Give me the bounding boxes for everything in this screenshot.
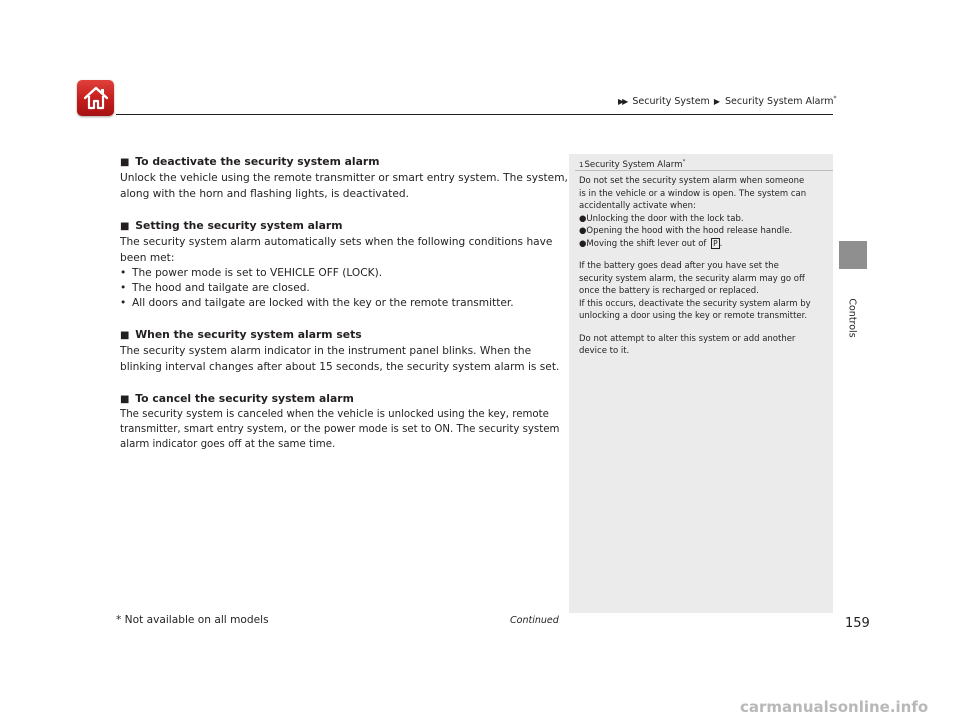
bullet-icon: •	[120, 297, 127, 309]
breadcrumb-asterisk: *	[833, 95, 837, 102]
paragraph-line: The security system alarm automatically sets when the following conditions have	[120, 236, 553, 248]
sidebar-list-text: Moving the shift lever out of	[586, 238, 707, 249]
list-item	[120, 296, 552, 311]
sidebar-line: accidentally activate when:	[579, 201, 696, 211]
header-divider	[116, 114, 833, 115]
chapter-tab[interactable]	[839, 241, 867, 269]
sidebar-list-item	[579, 213, 829, 226]
sidebar-line: Do not set the security system alarm when someone	[579, 176, 805, 186]
list-item-text: The hood and tailgate are closed.	[132, 282, 310, 294]
paragraph-line: alarm indicator goes off at the same time.	[120, 439, 336, 450]
breadcrumb-item-security-system[interactable]: Security System	[632, 96, 710, 108]
sidebar-line: security system alarm, the security alarm may go off	[579, 273, 805, 284]
list-item	[120, 266, 552, 281]
section-marker-icon: ■	[120, 157, 130, 168]
sidebar-divider	[575, 170, 833, 171]
list-item	[120, 281, 552, 296]
bullet-icon: •	[120, 282, 127, 294]
sidebar-list-text: Unlocking the door with the lock tab.	[586, 213, 744, 224]
continued-label: Continued	[510, 615, 559, 626]
section-heading	[120, 154, 552, 170]
section-heading	[120, 218, 552, 234]
list-item-text: All doors and tailgate are locked with the key or the remote transmitter.	[132, 297, 514, 309]
bullet-icon: ●	[579, 226, 587, 236]
breadcrumb	[618, 95, 836, 107]
note-number: 1	[579, 160, 584, 169]
breadcrumb-arrow-icon: ▶	[713, 97, 720, 107]
bullet-icon: ●	[579, 213, 587, 224]
sidebar-line: device to it.	[579, 346, 630, 356]
main-content	[120, 154, 568, 452]
section-heading-text: Setting the security system alarm	[135, 219, 343, 232]
home-icon	[82, 85, 110, 111]
sidebar-note	[569, 154, 833, 613]
paragraph-line: along with the horn and flashing lights, is deactivated.	[120, 188, 409, 200]
bullet-icon: ●	[579, 238, 587, 249]
chapter-tab-label[interactable]: Controls	[846, 298, 858, 338]
section-heading	[120, 391, 552, 407]
paragraph-line: been met:	[120, 252, 175, 264]
sidebar-line: unlocking a door using the key or remote transmitter.	[579, 311, 808, 321]
sidebar-line: is in the vehicle or a window is open. The system can	[579, 188, 807, 199]
paragraph-line: blinking interval changes after about 15 seconds, the security system alarm is set.	[120, 361, 560, 373]
section-marker-icon: ■	[120, 330, 130, 341]
paragraph-line: The security system is canceled when the vehicle is unlocked using the key, remote	[120, 409, 549, 420]
footnote: * Not available on all models	[116, 614, 269, 626]
sidebar-list-suffix: .	[719, 238, 723, 249]
paragraph-line: The security system alarm indicator in the instrument panel blinks. When the	[120, 345, 532, 357]
paragraph-line: Unlock the vehicle using the remote transmitter or smart entry system. The system,	[120, 172, 568, 184]
section-heading-text: To deactivate the security system alarm	[135, 155, 380, 168]
sidebar-list-item	[579, 225, 829, 238]
sidebar-line: If this occurs, deactivate the security system alarm by	[579, 298, 811, 309]
sidebar-list-text: Opening the hood with the hood release handle.	[586, 226, 793, 236]
page-number: 159	[845, 616, 870, 631]
sidebar-title	[579, 159, 685, 170]
sidebar-list-item	[579, 238, 829, 251]
breadcrumb-arrow-icon: ▶▶	[618, 97, 627, 107]
section-marker-icon: ■	[120, 394, 130, 405]
sidebar-title-text: Security System Alarm	[584, 159, 683, 170]
section-heading	[120, 327, 552, 343]
home-button[interactable]	[77, 80, 114, 116]
paragraph-line: transmitter, smart entry system, or the power mode is set to ON. The security system	[120, 424, 560, 435]
watermark: carmanualsonline.info	[740, 698, 929, 716]
section-heading-text: When the security system alarm sets	[135, 328, 362, 341]
breadcrumb-item-security-system-alarm: Security System Alarm	[725, 96, 834, 108]
section-marker-icon: ■	[120, 221, 130, 232]
sidebar-line: Do not attempt to alter this system or add another	[579, 333, 796, 344]
sidebar-asterisk: *	[682, 159, 686, 165]
sidebar-body	[579, 175, 829, 358]
section-heading-text: To cancel the security system alarm	[135, 392, 354, 405]
sidebar-line: once the battery is recharged or replaced.	[579, 286, 759, 296]
park-position-icon: P	[713, 238, 718, 248]
sidebar-line: If the battery goes dead after you have set the	[579, 261, 779, 271]
list-item-text: The power mode is set to VEHICLE OFF (LOCK).	[132, 267, 383, 279]
bullet-icon: •	[120, 267, 127, 279]
